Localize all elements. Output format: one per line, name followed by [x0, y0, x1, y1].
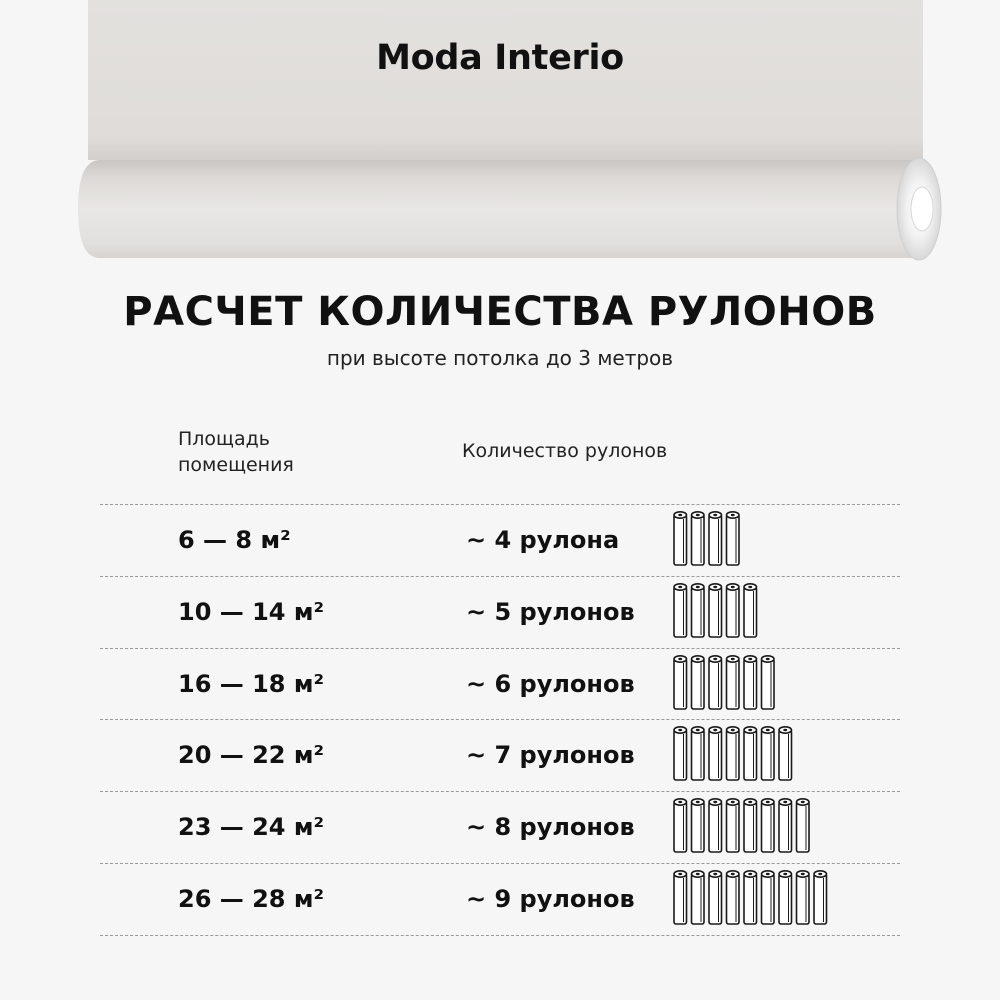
column-header-area [178, 426, 378, 478]
row-area: 6 — 8 м² [178, 526, 291, 554]
table-row [100, 648, 900, 720]
wallpaper-sheet [88, 0, 923, 160]
table-row [100, 791, 900, 863]
wallpaper-roll-icon [674, 655, 687, 708]
wallpaper-roll-icon [744, 871, 757, 924]
wallpaper-roll-icon [779, 871, 792, 924]
wallpaper-roll-icon [692, 799, 705, 852]
wallpaper-roll-icon [814, 871, 827, 924]
wallpaper-roll-icon [709, 512, 722, 565]
wallpaper-roll-icon [727, 512, 740, 565]
wallpaper-roll-icon [709, 871, 722, 924]
wallpaper-roll-icon [674, 727, 687, 780]
wallpaper-roll-icon [744, 655, 757, 708]
column-header-area-line2: помещения [178, 454, 294, 476]
roll-icons [672, 797, 816, 857]
wallpaper-roll-icon [709, 584, 722, 637]
row-area: 20 — 22 м² [178, 741, 324, 770]
roll-icons [672, 510, 746, 570]
wallpaper-roll-body [78, 160, 918, 258]
wallpaper-roll-icon [744, 727, 757, 780]
page-subtitle: при высоте потолка до 3 метров [326, 346, 674, 370]
wallpaper-roll-icon [674, 799, 687, 852]
wallpaper-roll-icon [744, 799, 757, 852]
row-area: 16 — 18 м² [178, 669, 324, 698]
row-area: 23 — 24 м² [178, 813, 324, 842]
wallpaper-roll-icon [727, 727, 740, 780]
table-row [100, 863, 900, 935]
wallpaper-roll-icon [762, 727, 775, 780]
wallpaper-roll-icon [692, 655, 705, 708]
wallpaper-roll-icon [762, 799, 775, 852]
wallpaper-roll-icon [709, 727, 722, 780]
wallpaper-roll-icon [692, 512, 705, 565]
row-roll-count: ~ 8 рулонов [466, 813, 635, 842]
wallpaper-roll-icon [674, 512, 687, 565]
row-roll-count: ~ 5 рулонов [466, 597, 635, 626]
wallpaper-roll-icon [779, 799, 792, 852]
table-row [100, 719, 900, 791]
wallpaper-roll-icon [674, 871, 687, 924]
wallpaper-roll-icon [709, 799, 722, 852]
roll-icons [672, 725, 799, 785]
table-divider [100, 935, 900, 936]
wallpaper-roll-icon [727, 655, 740, 708]
wallpaper-roll-icon [727, 871, 740, 924]
row-roll-count: ~ 9 рулонов [466, 885, 635, 913]
table-row [100, 576, 900, 648]
column-header-count: Количество рулонов [462, 440, 668, 462]
table-row [100, 504, 900, 576]
wallpaper-roll-icon [744, 584, 757, 637]
wallpaper-roll-icon [727, 799, 740, 852]
wallpaper-roll-icon [674, 584, 687, 637]
wallpaper-roll-core [911, 187, 933, 231]
wallpaper-roll-icon [797, 871, 810, 924]
row-roll-count: ~ 6 рулонов [466, 669, 635, 698]
row-roll-count: ~ 7 рулонов [466, 741, 635, 770]
column-header-area-line1: Площадь [178, 428, 270, 450]
roll-icons [672, 869, 834, 929]
roll-icons [672, 582, 764, 642]
wallpaper-roll-icon [797, 799, 810, 852]
brand-name: Moda Interio [376, 38, 624, 78]
wallpaper-roll-icon [762, 655, 775, 708]
row-area: 10 — 14 м² [178, 597, 324, 626]
wallpaper-roll-icon [692, 871, 705, 924]
wallpaper-roll-icon [692, 727, 705, 780]
row-area: 26 — 28 м² [178, 885, 324, 913]
page-title: РАСЧЕТ КОЛИЧЕСТВА РУЛОНОВ [123, 289, 877, 335]
wallpaper-roll-icon [762, 871, 775, 924]
wallpaper-roll-icon [692, 584, 705, 637]
roll-icons [672, 654, 781, 714]
wallpaper-roll-icon [709, 655, 722, 708]
wallpaper-roll-icon [779, 727, 792, 780]
row-roll-count: ~ 4 рулона [466, 526, 620, 554]
wallpaper-roll-icon [727, 584, 740, 637]
